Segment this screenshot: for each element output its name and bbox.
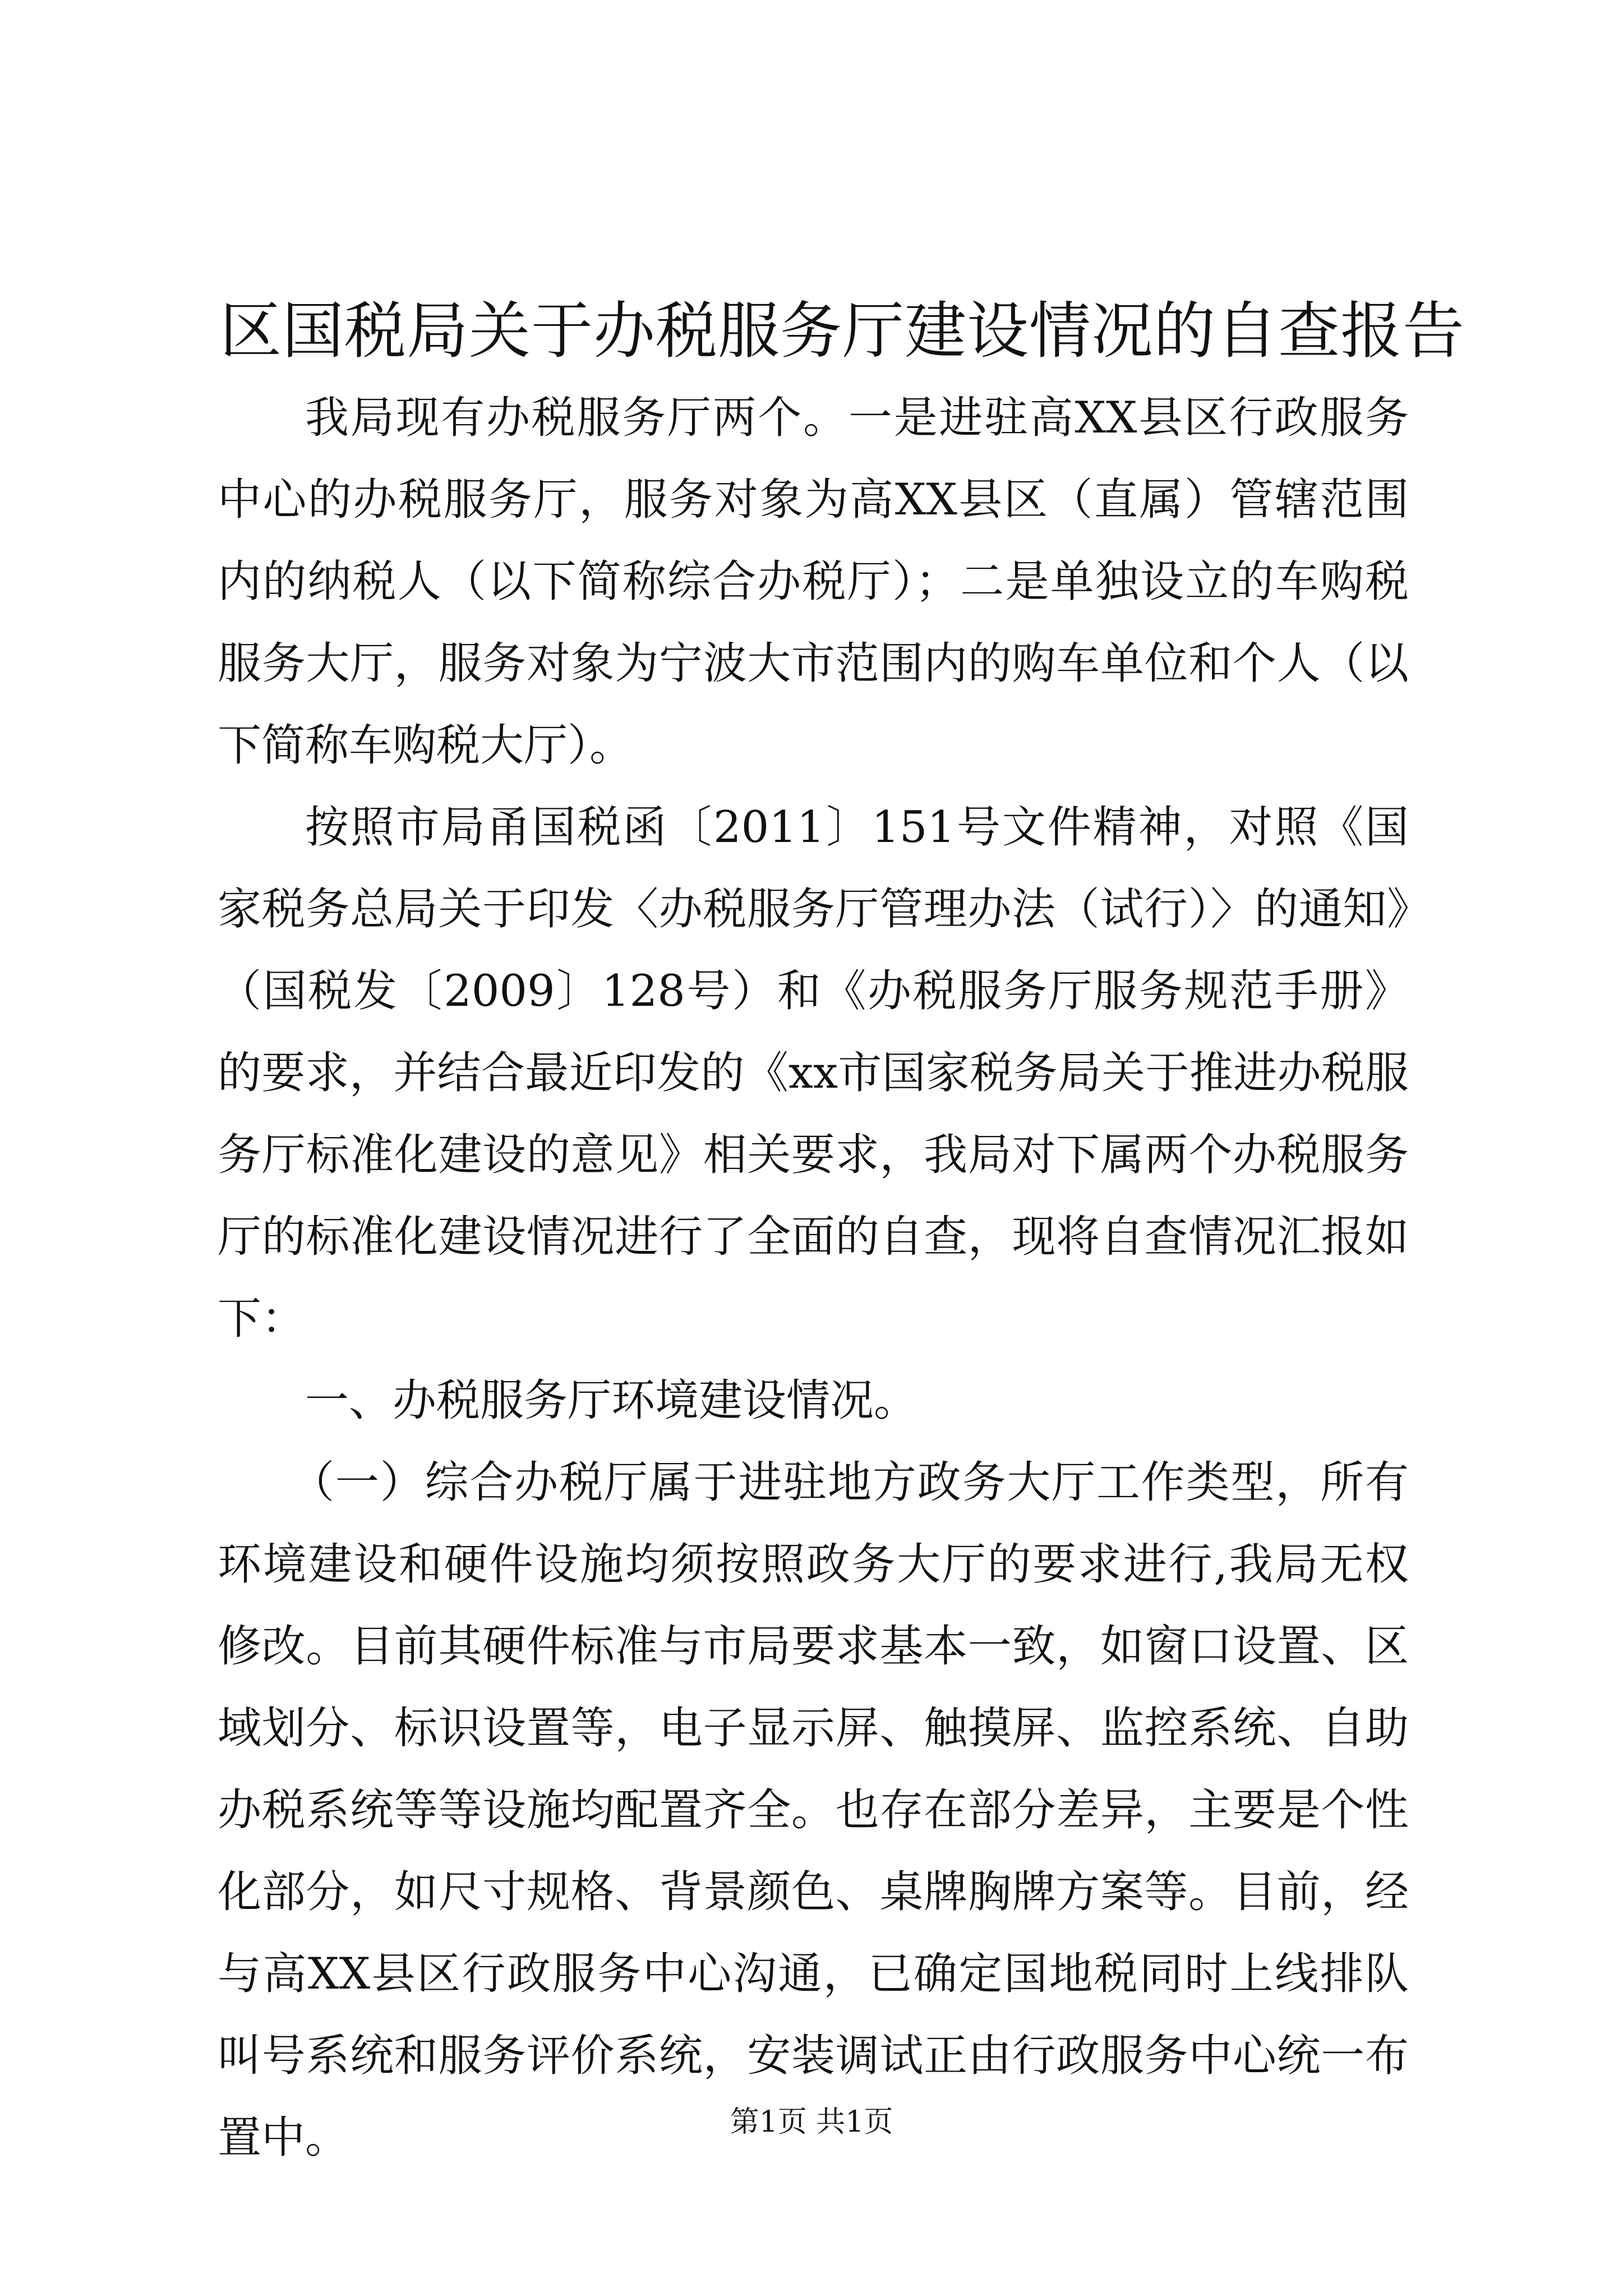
- paragraph-basis: 按照市局甬国税函〔2011〕151号文件精神，对照《国家税务总局关于印发〈办税服务厅管理办法（试行）〉的通知》（国税发〔2009〕128号）和《办税服务厅服务规范手册》的要求，并结合最近印发的《xx市国家税务局关于推进办税服务厅标准化建设的意见》相关要求，我局对下属两个办税服务厅的标准化建设情况进行了全面的自查，现将自查情况汇报如下：: [218, 802, 1409, 1344]
- paragraph-subsection-1: （一）综合办税厅属于进驻地方政务大厅工作类型，所有环境建设和硬件设施均须按照政务大厅的要求进行,我局无权修改。目前其硬件标准与市局要求基本一致，如窗口设置、区域划分、标识设置等，电子显示屏、触摸屏、监控系统、自助办税系统等等设施均配置齐全。也存在部分差异，主要是个性化部分，如尺寸规格、背景颜色、桌牌胸牌方案等。目前，经与高XX县区行政服务中心沟通，已确定国地税同时上线排队叫号系统和服务评价系统，安装调试正由行政服务中心统一布置中。: [218, 1457, 1409, 2163]
- page-footer: 第1页 共1页: [730, 2105, 893, 2139]
- paragraph-intro: 我局现有办税服务厅两个。一是进驻高XX县区行政服务中心的办税服务厅，服务对象为高XX县区（直属）管辖范围内的纳税人（以下简称综合办税厅）；二是单独设立的车购税服务大厅，服务对象为宁波大市范围内的购车单位和个人（以下简称车购税大厅）。: [218, 393, 1409, 771]
- document-body: [218, 377, 1409, 2179]
- section-heading-1: 一、办税服务厅环境建设情况。: [305, 1375, 918, 1426]
- document-title: 区国税局关于办税服务厅建设情况的自查报告: [220, 295, 1465, 367]
